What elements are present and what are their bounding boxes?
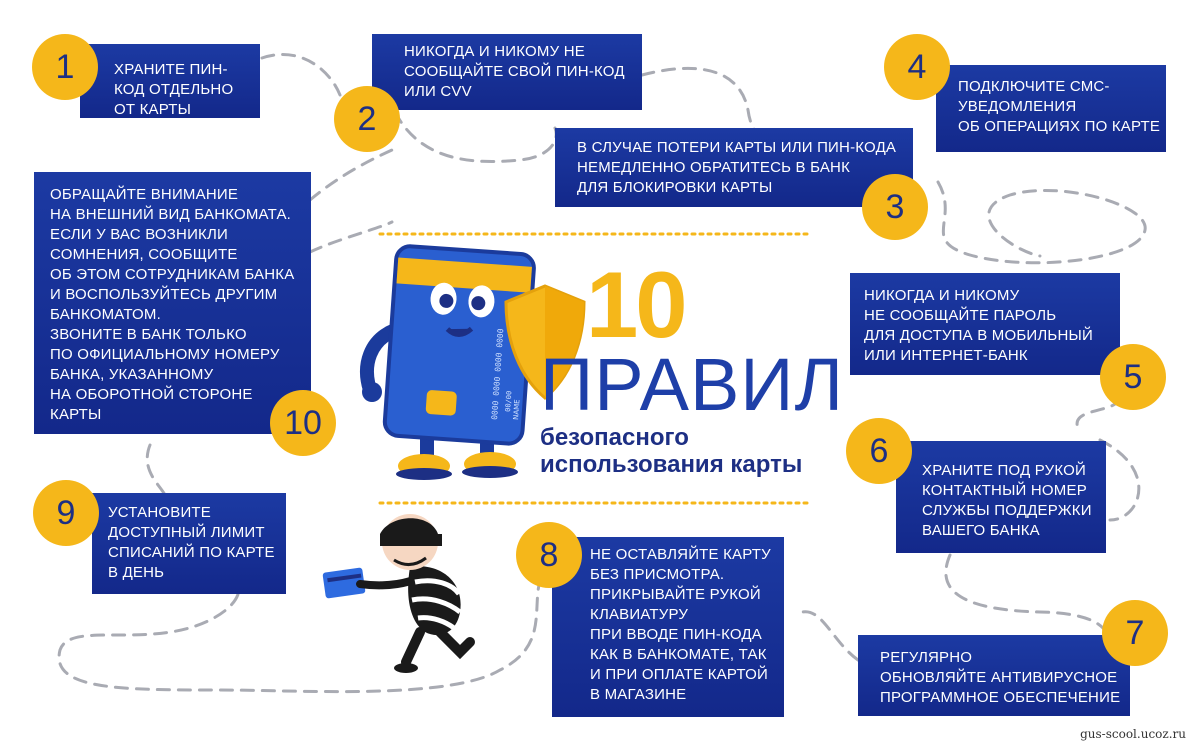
credit-text: gus-scool.ucoz.ru	[1080, 727, 1186, 741]
rule-6-box	[896, 441, 1106, 553]
thief-illustration	[320, 512, 490, 682]
rule-9-number-badge: 9	[33, 480, 99, 546]
rule-2-text: НИКОГДА И НИКОМУ НЕ СООБЩАЙТЕ СВОЙ ПИН-КОД ИЛИ CVV	[404, 43, 625, 100]
rule-8-text: НЕ ОСТАВЛЯЙТЕ КАРТУ БЕЗ ПРИСМОТРА. ПРИКРЫВАЙТЕ РУКОЙ КЛАВИАТУРУ ПРИ ВВОДЕ ПИН-КОДА КАК В БАНКОМАТЕ, ТАК И ПРИ ОПЛАТЕ КАРТОЙ В МАГАЗИНЕ	[590, 546, 771, 703]
card-number-text: 0000 0000 0000 0000	[490, 328, 506, 421]
title-subtitle: безопасного использования карты	[540, 424, 803, 478]
card-name-text: NAME	[512, 399, 522, 421]
card-expiry-text: 00/00	[504, 390, 514, 413]
rule-7-box	[858, 635, 1130, 716]
rule-1-text: ХРАНИТЕ ПИН- КОД ОТДЕЛЬНО ОТ КАРТЫ	[114, 61, 234, 118]
rule-4-text: ПОДКЛЮЧИТЕ СМС- УВЕДОМЛЕНИЯ ОБ ОПЕРАЦИЯХ ПО КАРТЕ	[958, 78, 1161, 135]
rule-1-box	[80, 44, 260, 118]
title-number: 10	[586, 252, 685, 357]
rule-8-number-badge: 8	[516, 522, 582, 588]
rule-10-number-badge: 10	[270, 390, 336, 456]
rule-6-text: ХРАНИТЕ ПОД РУКОЙ КОНТАКТНЫЙ НОМЕР СЛУЖБЫ ПОДДЕРЖКИ ВАШЕГО БАНКА	[922, 462, 1092, 539]
rule-2-box	[372, 34, 642, 110]
rule-5-text: НИКОГДА И НИКОМУ НЕ СООБЩАЙТЕ ПАРОЛЬ ДЛЯ ДОСТУПА В МОБИЛЬНЫЙ ИЛИ ИНТЕРНЕТ-БАНК	[864, 287, 1093, 364]
rule-1-number-badge: 1	[32, 34, 98, 100]
rule-7-text: РЕГУЛЯРНО ОБНОВЛЯЙТЕ АНТИВИРУСНОЕ ПРОГРАММНОЕ ОБЕСПЕЧЕНИЕ	[880, 649, 1121, 706]
rule-6-number-badge: 6	[846, 418, 912, 484]
rule-4-box	[936, 65, 1166, 152]
rule-3-number-badge: 3	[862, 174, 928, 240]
rule-10-text: ОБРАЩАЙТЕ ВНИМАНИЕ НА ВНЕШНИЙ ВИД БАНКОМАТА. ЕСЛИ У ВАС ВОЗНИКЛИ СОМНЕНИЯ, СООБЩИТЕ ОБ ЭТОМ СОТРУДНИКАМ БАНКА И ВОСПОЛЬЗУЙТЕСЬ ДРУГИМ БАНКОМАТОМ. ЗВОНИТЕ В БАНК ТОЛЬКО ПО ОФИЦИАЛЬНОМУ НОМЕРУ БАНКА, УКАЗАННОМУ НА ОБОРОТНОЙ СТОРОНЕ КАРТЫ	[50, 186, 295, 423]
rule-9-text: УСТАНОВИТЕ ДОСТУПНЫЙ ЛИМИТ СПИСАНИЙ ПО КАРТЕ В ДЕНЬ	[108, 504, 275, 581]
rule-3-box	[555, 128, 913, 207]
rule-5-number-badge: 5	[1100, 344, 1166, 410]
rule-3-text: В СЛУЧАЕ ПОТЕРИ КАРТЫ ИЛИ ПИН-КОДА НЕМЕДЛЕННО ОБРАТИТЕСЬ В БАНК ДЛЯ БЛОКИРОВКИ КАРТЫ	[577, 139, 897, 196]
rule-5-box	[850, 273, 1120, 375]
rule-4-number-badge: 4	[884, 34, 950, 100]
rule-2-number-badge: 2	[334, 86, 400, 152]
title-word: ПРАВИЛ	[540, 343, 845, 426]
rule-7-number-badge: 7	[1102, 600, 1168, 666]
rule-10-box	[34, 172, 311, 434]
rule-9-box	[92, 493, 286, 594]
rule-8-box	[552, 537, 784, 717]
